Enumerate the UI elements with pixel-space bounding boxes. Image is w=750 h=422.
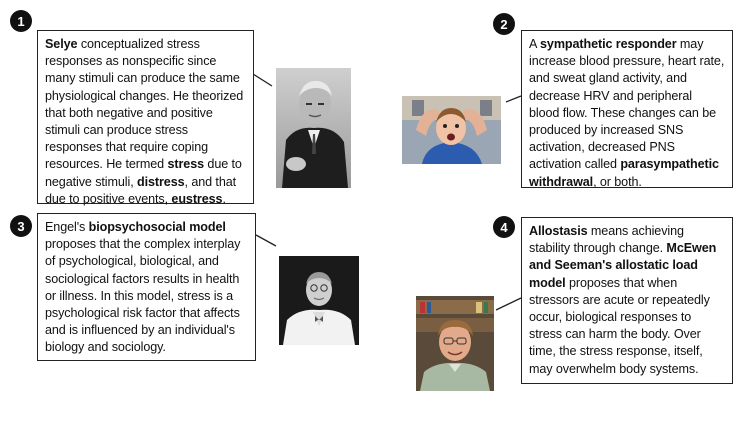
connector-3 [256,235,276,246]
text-run: due to negative stimuli, [45,157,242,189]
badge-4: 4 [493,216,515,238]
text-run: proposes that the complex interplay of psychological, biological, and sociological factors results in health or illness. In this model, stress is a psychological risk factor that affects and is influenced by an individual's biology and sociology. [45,237,241,355]
bold-term: parasympathetic withdrawal [529,157,719,189]
text-run: . [222,191,226,206]
photo-mcewen [416,296,494,391]
text-run: proposes that when stressors are acute or repeatedly occur, biological responses to stress can harm the body. Over time, the stress response, itself, may overwhelm body systems. [529,275,710,376]
text-run: means achieving stability through change. [529,224,684,256]
text-run: A [529,37,541,51]
connector-1 [253,74,272,86]
text-run: , or both. [593,174,642,189]
bold-term: sympathetic responder [540,37,677,51]
photo-stressed-boy [402,96,501,164]
photo-engel [279,256,359,345]
bold-term: eustress [171,191,223,206]
bold-term: Allostasis [529,224,588,238]
badge-2: 2 [493,13,515,35]
bold-term: Selye [45,37,78,51]
connector-2 [506,96,521,102]
text-run: conceptualized stress responses as nonspecific since many stimuli can produce the same physiological changes. He theorized that both negative and positive stimuli can produce stress responses that require coping resources. He termed [45,37,244,172]
panel-allostasis [521,217,733,384]
text-run: Engel's [45,220,89,234]
connector-4 [496,298,521,310]
panel-selye [37,30,254,204]
bold-term: McEwen and Seeman's allostatic load model [529,241,717,290]
text-run: may increase blood pressure, heart rate, and sweat gland activity, and decrease HRV and peripheral blood flow. These changes can be produced by increased SNS activation, decreased PNS activation called [529,37,725,172]
panel-sympathetic-responder [521,30,733,188]
text-run: , and that due to positive events, [45,174,237,206]
bold-term: distress [137,174,185,189]
badge-1: 1 [10,10,32,32]
photo-selye [276,68,351,188]
bold-term: biopsychosocial model [88,220,226,234]
panel-engel [37,213,256,361]
bold-term: stress [167,157,205,172]
badge-3: 3 [10,215,32,237]
